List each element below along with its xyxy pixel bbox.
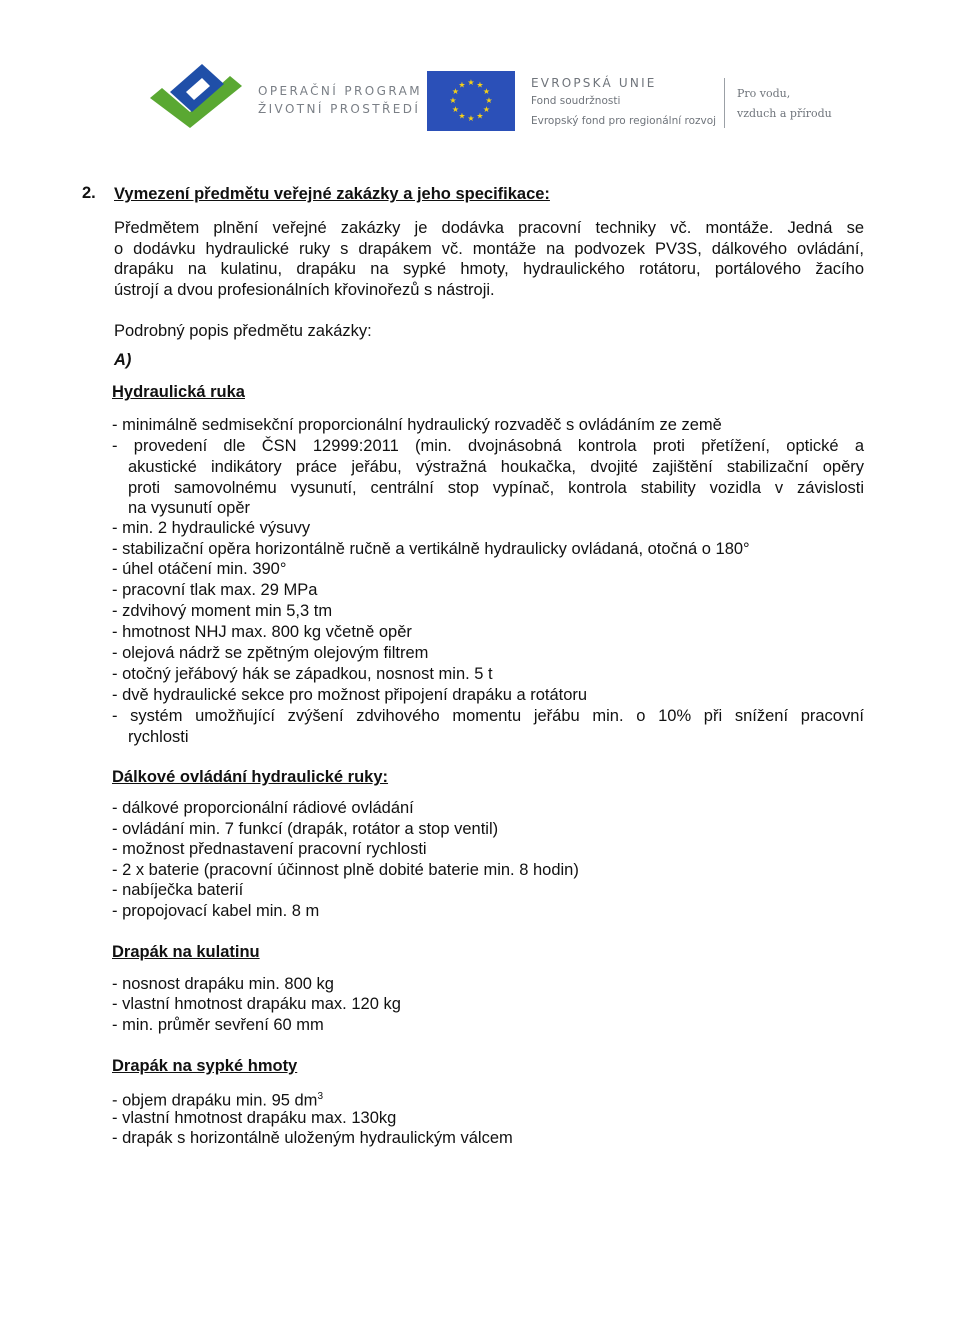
list-item	[112, 415, 864, 436]
list-item-text: - drapák s horizontálně uloženým hydraulickým válcem	[112, 1129, 513, 1147]
remote-control-heading: Dálkové ovládání hydraulické ruky:	[112, 768, 389, 786]
bulk-grapple-heading: Drapák na sypké hmoty	[112, 1057, 298, 1075]
list-item-text: - nabíječka baterií	[112, 881, 244, 899]
svg-text:★: ★	[476, 111, 484, 121]
list-item	[112, 994, 864, 1015]
section-title: Vymezení předmětu veřejné zakázky a jeho specifikace:	[114, 185, 550, 203]
list-item	[112, 580, 864, 601]
list-item-text: - min. průměr sevření 60 mm	[112, 1016, 324, 1034]
op-line1: OPERAČNÍ PROGRAM	[258, 84, 422, 98]
svg-text:★: ★	[451, 87, 460, 96]
intro-paragraph	[114, 218, 864, 300]
list-item	[112, 839, 864, 860]
intro-line: o dodávku hydraulické ruky s drapákem vč. montáže na podvozek PV3S, dálkového ovládání,	[114, 239, 864, 258]
list-item	[112, 622, 864, 643]
log-grapple-heading: Drapák na kulatinu	[112, 943, 260, 961]
intro-line: drapáku na kulatinu, drapáku na sypké hmoty, hydraulického rotátoru, portálového žacího	[114, 260, 864, 279]
list-item	[112, 559, 864, 580]
svg-text:★: ★	[449, 96, 457, 105]
list-item	[112, 643, 864, 664]
page-header	[0, 0, 960, 150]
list-item-text: - stabilizační opěra horizontálně ručně a vertikálně hydraulicky ovládaná, otočná o 180°	[112, 540, 750, 558]
svg-text:★: ★	[467, 114, 475, 123]
list-item-text: - minimálně sedmisekční proporcionální hydraulický rozvaděč s ovládáním ze země	[112, 416, 722, 434]
list-item-text: - dvě hydraulické sekce pro možnost připojení drapáku a rotátoru	[112, 686, 588, 704]
list-item-text: - provedení dle ČSN 12999:2011 (min. dvojnásobná kontrola proti přetížení, optické a	[112, 437, 864, 455]
list-item-text: - propojovací kabel min. 8 m	[112, 902, 320, 920]
svg-text:★: ★	[458, 80, 466, 90]
svg-text:★: ★	[451, 105, 460, 114]
part-label: A)	[114, 351, 132, 369]
slogan-line2: vzduch a přírodu	[737, 107, 832, 120]
list-item-text: - olejová nádrž se zpětným olejovým filtrem	[112, 644, 429, 662]
list-item-text: na vysunutí opěr	[128, 499, 250, 518]
list-item-text: rychlosti	[128, 727, 189, 746]
list-item-text: - otočný jeřábový hák se západkou, nosnost min. 5 t	[112, 665, 493, 683]
list-item	[112, 798, 864, 819]
list-item	[112, 539, 864, 560]
list-item	[112, 706, 864, 748]
list-item-text: - dálkové proporcionální rádiové ovládání	[112, 799, 414, 817]
slogan-line1: Pro vodu,	[737, 87, 791, 100]
eu-fund-regional: Evropský fond pro regionální rozvoj	[531, 115, 717, 127]
header-divider	[724, 78, 725, 128]
list-item-text: - pracovní tlak max. 29 MPa	[112, 581, 318, 599]
list-item	[112, 860, 864, 881]
eu-text-block	[531, 75, 716, 131]
list-item-text: - systém umožňující zvýšení zdvihového momentu jeřábu min. o 10% při snížení pracovní	[112, 707, 864, 725]
eu-title: EVROPSKÁ UNIE	[531, 76, 657, 90]
detail-label: Podrobný popis předmětu zakázky:	[114, 322, 372, 340]
svg-text:★: ★	[476, 80, 484, 90]
list-item-text: - 2 x baterie (pracovní účinnost plně dobité baterie min. 8 hodin)	[112, 861, 579, 879]
superscript: 3	[317, 1091, 323, 1102]
op-line2: ŽIVOTNÍ PROSTŘEDÍ	[258, 102, 421, 116]
list-item-text: - nosnost drapáku min. 800 kg	[112, 975, 334, 993]
list-item	[112, 901, 864, 922]
list-item	[112, 1015, 864, 1036]
list-item-text: - ovládání min. 7 funkcí (drapák, rotátor a stop ventil)	[112, 820, 499, 838]
svg-text:★: ★	[458, 111, 466, 121]
intro-line: ústrojí a dvou profesionálních křovinořezů s nástroji.	[114, 280, 495, 299]
intro-line: Předmětem plnění veřejné zakázky je dodávka pracovní techniky vč. montáže. Jedná se	[114, 219, 864, 237]
list-item	[112, 974, 864, 995]
list-item-text: akustické indikátory práce jeřábu, výstražná houkačka, dvojité zajištění stabilizační opěry	[128, 457, 864, 476]
op-program-name	[258, 82, 422, 118]
list-item	[112, 685, 864, 706]
list-item	[112, 1108, 864, 1129]
slogan	[737, 84, 832, 124]
list-item-text: - úhel otáčení min. 390°	[112, 560, 287, 578]
list-item	[112, 880, 864, 901]
hydraulic-arm-heading: Hydraulická ruka	[112, 383, 245, 401]
list-item	[112, 518, 864, 539]
op-zp-logo-icon	[150, 62, 242, 136]
section-number: 2.	[82, 184, 96, 202]
list-item	[112, 819, 864, 840]
list-item-text: proti samovolnému vysunutí, centrální stop vypínač, kontrola stability vozidla v závislosti	[128, 478, 864, 497]
list-item-text: - možnost přednastavení pracovní rychlosti	[112, 840, 427, 858]
eu-fund-cohesion: Fond soudržnosti	[531, 95, 621, 107]
list-item-text: - zdvihový moment min 5,3 tm	[112, 602, 333, 620]
list-item	[112, 436, 864, 519]
svg-text:★: ★	[482, 87, 491, 96]
list-item-text: - hmotnost NHJ max. 800 kg včetně opěr	[112, 623, 412, 641]
eu-flag-icon	[427, 71, 515, 131]
svg-text:★: ★	[485, 96, 493, 105]
list-item	[112, 664, 864, 685]
list-item	[112, 601, 864, 622]
list-item-text: - objem drapáku min. 95 dm	[112, 1091, 318, 1110]
svg-text:★: ★	[467, 78, 475, 87]
list-item-text: - min. 2 hydraulické výsuvy	[112, 519, 311, 537]
list-item	[112, 1128, 864, 1149]
svg-text:★: ★	[482, 105, 491, 114]
list-item-text: - vlastní hmotnost drapáku max. 120 kg	[112, 995, 401, 1013]
list-item-text: - vlastní hmotnost drapáku max. 130kg	[112, 1109, 397, 1127]
